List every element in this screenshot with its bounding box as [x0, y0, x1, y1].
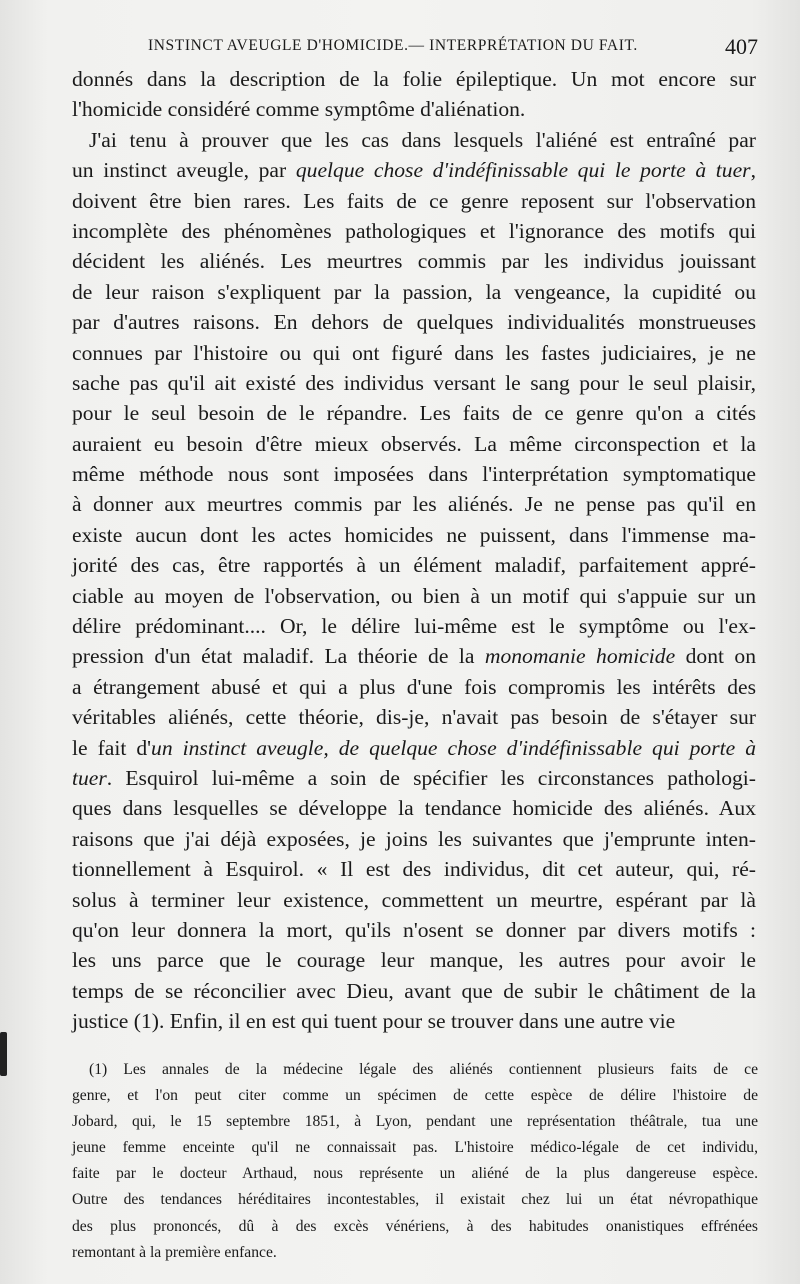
- text-line: [72, 489, 756, 519]
- running-header: [148, 34, 758, 58]
- text-run: pression d'un état maladif. La théorie de la: [72, 644, 485, 669]
- text-line: [72, 733, 756, 763]
- text-run: véritables aliénés, cette théorie, dis-je, n'avait pas besoin de s'étayer sur: [72, 705, 756, 730]
- text-line: [72, 976, 756, 1006]
- text-run: à donner aux meurtres commis par les aliénés. Je ne pense pas qu'il en: [72, 492, 756, 517]
- text-line: [72, 64, 756, 94]
- text-line: [72, 945, 756, 975]
- text-line: [72, 641, 756, 671]
- text-run: décident les aliénés. Les meurtres commis par les individus jouissant: [72, 249, 756, 274]
- text-run: le fait d': [72, 735, 152, 760]
- text-run: temps de se réconcilier avec Dieu, avant que de subir le châtiment de la: [72, 978, 756, 1003]
- page-edge-mark: [0, 1032, 7, 1076]
- text-run: J'ai tenu à prouver que les cas dans lesquels l'aliéné est entraîné par: [89, 127, 756, 152]
- footnote-line: remontant à la première enfance.: [72, 1243, 277, 1261]
- footnote-line: des plus prononcés, dû à des excès vénériens, à des habitudes onanistiques effrénées: [72, 1217, 758, 1235]
- text-run: ciable au moyen de l'observation, ou bien à un motif qui s'appuie sur un: [72, 583, 756, 608]
- text-line: [72, 611, 756, 641]
- text-line: [72, 429, 756, 459]
- text-line: [72, 125, 756, 155]
- text-run: connues par l'histoire ou qui ont figuré dans les fastes judiciaires, je ne: [72, 340, 756, 365]
- text-line: [72, 520, 756, 550]
- text-run: qu'on leur donnera la mort, qu'ils n'osent se donner par divers motifs :: [72, 917, 756, 942]
- text-run: tionnellement à Esquirol. « Il est des individus, dit cet auteur, qui, ré-: [72, 857, 756, 882]
- text-run: un instinct aveugle, par: [72, 158, 296, 183]
- text-run: jorité des cas, être rapportés à un élément maladif, parfaitement appré-: [72, 553, 756, 578]
- text-run: incomplète des phénomènes pathologiques et l'ignorance des motifs qui: [72, 218, 756, 243]
- text-line: [72, 216, 756, 246]
- text-line: [72, 672, 756, 702]
- text-run: . Esquirol lui-même a soin de spécifier les circonstances pathologi-: [106, 765, 756, 790]
- text-line: [72, 763, 756, 793]
- text-line: [72, 885, 756, 915]
- text-run: ,: [750, 158, 756, 183]
- text-line: [72, 581, 756, 611]
- text-line: [72, 186, 756, 216]
- text-line: [72, 338, 756, 368]
- text-line: [72, 824, 756, 854]
- text-line: [72, 550, 756, 580]
- text-run: auraient eu besoin d'être mieux observés. La même circonspection et la: [72, 431, 756, 456]
- text-line: [72, 155, 756, 185]
- body-text: [72, 64, 756, 1037]
- text-run: dont on: [675, 644, 757, 669]
- footnote-line: Jobard, qui, le 15 septembre 1851, à Lyon, pendant une représentation théâtrale, tua une: [72, 1113, 758, 1131]
- text-run: solus à terminer leur existence, commettent un meurtre, espérant par là: [72, 887, 756, 912]
- text-run: a étrangement abusé et qui a plus d'une fois compromis les intérêts des: [72, 674, 756, 699]
- text-line: [72, 307, 756, 337]
- footnote-line: Outre des tendances héréditaires incontestables, il existait chez lui un état névropathique: [72, 1191, 758, 1209]
- text-run: pour le seul besoin de le répandre. Les faits de ce genre qu'on a cités: [72, 401, 756, 426]
- text-run: doivent être bien rares. Les faits de ce genre reposent sur l'observation: [72, 188, 756, 213]
- text-line: [72, 277, 756, 307]
- italic-text: un instinct aveugle, de quelque chose d'indéfinissable qui porte à: [151, 735, 757, 760]
- text-line: [72, 1006, 756, 1036]
- text-line: [72, 915, 756, 945]
- text-line: [72, 246, 756, 276]
- text-run: de leur raison s'expliquent par la passion, la vengeance, la cupidité ou: [72, 279, 756, 304]
- text-run: même méthode nous sont imposées dans l'interprétation symptomatique: [72, 462, 756, 487]
- running-title: INSTINCT AVEUGLE D'HOMICIDE.— INTERPRÉTATION DU FAIT.: [148, 37, 638, 54]
- text-line: [72, 702, 756, 732]
- text-line: [72, 368, 756, 398]
- footnote-line: genre, et l'on peut citer comme un spécimen de cette espèce de délire l'histoire de: [72, 1087, 758, 1105]
- footnote-line: (1) Les annales de la médecine légale des aliénés contiennent plusieurs faits de ce: [89, 1061, 758, 1078]
- text-run: existe aucun dont les actes homicides ne puissent, dans l'immense ma-: [72, 522, 756, 547]
- text-run: par d'autres raisons. En dehors de quelques individualités monstrueuses: [72, 310, 756, 335]
- text-line: [72, 793, 756, 823]
- page-number: 407: [725, 34, 758, 59]
- text-line: [72, 398, 756, 428]
- text-run: l'homicide considéré comme symptôme d'aliénation.: [72, 97, 526, 122]
- text-line: [72, 854, 756, 884]
- text-run: sache pas qu'il ait existé des individus versant le sang pour le seul plaisir,: [72, 370, 756, 395]
- text-run: justice (1). Enfin, il en est qui tuent pour se trouver dans une autre vie: [72, 1009, 676, 1034]
- text-run: délire prédominant.... Or, le délire lui-même est le symptôme ou l'ex-: [72, 614, 756, 639]
- footnote-line: faite par le docteur Arthaud, nous représente un aliéné de la plus dangereuse espèce.: [72, 1165, 758, 1183]
- italic-text: tuer: [72, 765, 107, 790]
- footnote-line: jeune femme enceinte qu'il ne connaissait pas. L'histoire médico-légale de cet individu,: [72, 1139, 758, 1157]
- italic-text: monomanie homicide: [484, 644, 676, 669]
- text-run: ques dans lesquelles se développe la tendance homicide des aliénés. Aux: [72, 796, 756, 821]
- footnotes: [72, 1057, 758, 1266]
- text-run: raisons que j'ai déjà exposées, je joins les suivantes que j'emprunte inten-: [72, 826, 756, 851]
- text-run: les uns parce que le courage leur manque, les autres pour avoir le: [72, 948, 756, 973]
- text-line: [72, 94, 756, 124]
- text-line: [72, 459, 756, 489]
- text-run: donnés dans la description de la folie épileptique. Un mot encore sur: [72, 67, 756, 91]
- italic-text: quelque chose d'indéfinissable qui le porte à tuer: [295, 158, 751, 183]
